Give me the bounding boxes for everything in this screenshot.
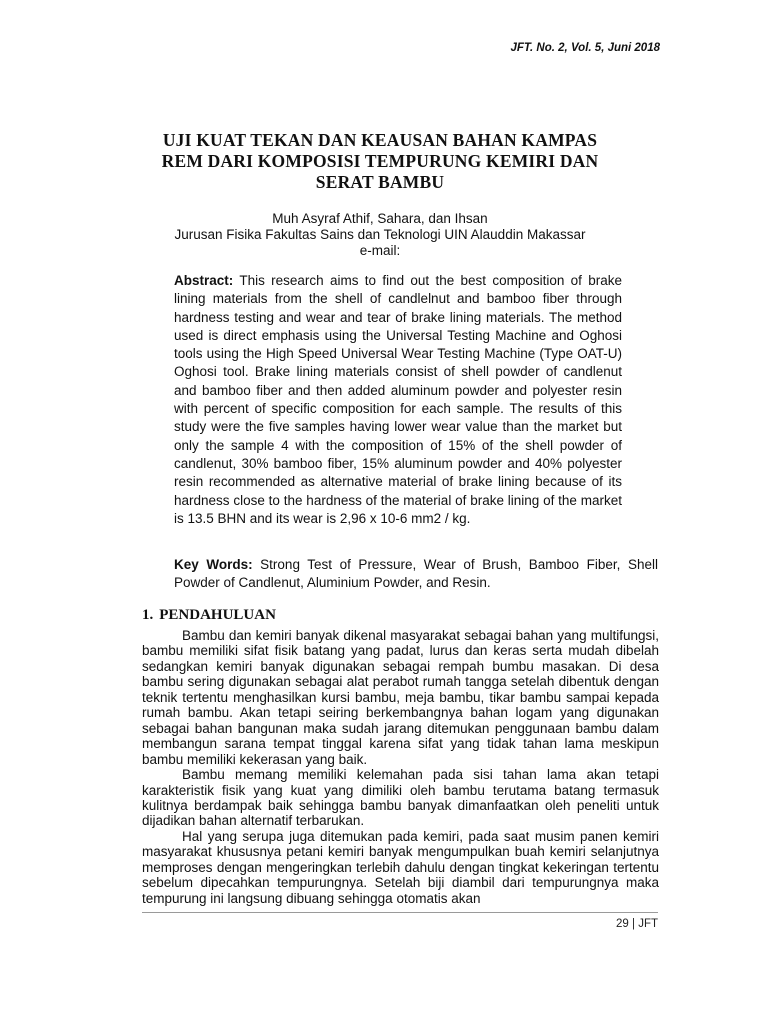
keywords-label: Key Words:: [174, 557, 253, 572]
keywords-text: Strong Test of Pressure, Wear of Brush, Bamboo Fiber, Shell Powder of Candlenut, Aluminium Powder, and Resin.: [174, 557, 658, 591]
body-paragraph: Hal yang serupa juga ditemukan pada kemiri, pada saat musim panen kemiri masyarakat khususnya petani kemiri banyak mengumpulkan buah kemiri selanjutnya memproses dengan mengeringkan terlebih dahulu dengan tingkat kekeringan tertentu sebelum dipecahkan tempurungnya. Setelah biji diambil dari tempurungnya maka tempurung ini langsung dibuang sehingga otomatis akan: [142, 828, 659, 906]
abstract-label: Abstract:: [174, 273, 234, 288]
section-number: 1.: [142, 607, 154, 623]
footer-divider: [142, 912, 658, 913]
body-paragraph: Bambu dan kemiri banyak dikenal masyarakat sebagai bahan yang multifungsi, bambu memiliki sifat fisik batang yang padat, lurus dan keras serta mudah dibelah sedangkan kemiri banyak digunakan sebagai rempah bumbu masakan. Di desa bambu sering digunakan sebagai alat perabot rumah tangga setelah dibentuk dengan teknik tertentu menghasilkan kursi bambu, meja bambu, tikar bambu sampai kepada rumah bambu. Akan tetapi seiring berkembangnya bahan logam yang digunakan sebagai bahan bangunan maka sudah jarang ditemukan penggunaan bambu dalam membangun sarana tempat tinggal karena sifat yang tidak tahan lama meskipun bambu memiliki kekerasan yang baik.: [142, 628, 659, 767]
journal-reference: JFT. No. 2, Vol. 5, Juni 2018: [510, 42, 660, 54]
author-affiliation: Jurusan Fisika Fakultas Sains dan Teknologi UIN Alauddin Makassar: [174, 227, 586, 242]
author-block: [140, 211, 620, 259]
abstract-text: This research aims to find out the best composition of brake lining materials from the shell of candlelnut and bamboo fiber through hardness testing and wear and tear of brake lining materials. The method used is direct emphasis using the Universal Testing Machine and Oghosi tools using the High Speed Universal Wear Testing Machine (Type OAT-U) Oghosi tool. Brake lining materials consist of shell powder of candlenut and bamboo fiber and then added aluminum powder and polyester resin with percent of specific composition for each sample. The results of this study were the five samples having lower wear value than the market but only the sample 4 with the composition of 15% of the shell powder of candlenut, 30% bamboo fiber, 15% aluminum powder and 40% polyester resin recommended as alternative material of brake lining because of its hardness close to the hardness of the material of brake lining of the market is 13.5 BHN and its wear is 2,96 x 10-6 mm2 / kg.: [174, 273, 622, 526]
abstract: [174, 272, 622, 528]
body-paragraph: Bambu memang memiliki kelemahan pada sisi tahan lama akan tetapi karakteristik fisik yang kuat yang dimiliki oleh bambu terutama batang termasuk kulitnya berdampak baik sehingga bambu banyak dimanfaatkan oleh peneliti untuk dijadikan bahan alternatif terbarukan.: [142, 767, 659, 829]
section-heading: [142, 607, 276, 624]
section-title: PENDAHULUAN: [159, 607, 276, 623]
keywords: [174, 556, 658, 593]
author-names: Muh Asyraf Athif, Sahara, dan Ihsan: [272, 211, 488, 226]
paper-title: UJI KUAT TEKAN DAN KEAUSAN BAHAN KAMPAS REM DARI KOMPOSISI TEMPURUNG KEMIRI DAN SERAT BAMBU: [161, 130, 599, 192]
section-body: [142, 628, 659, 906]
author-email: e-mail:: [359, 243, 401, 258]
page-number: 29 | JFT: [616, 918, 658, 930]
